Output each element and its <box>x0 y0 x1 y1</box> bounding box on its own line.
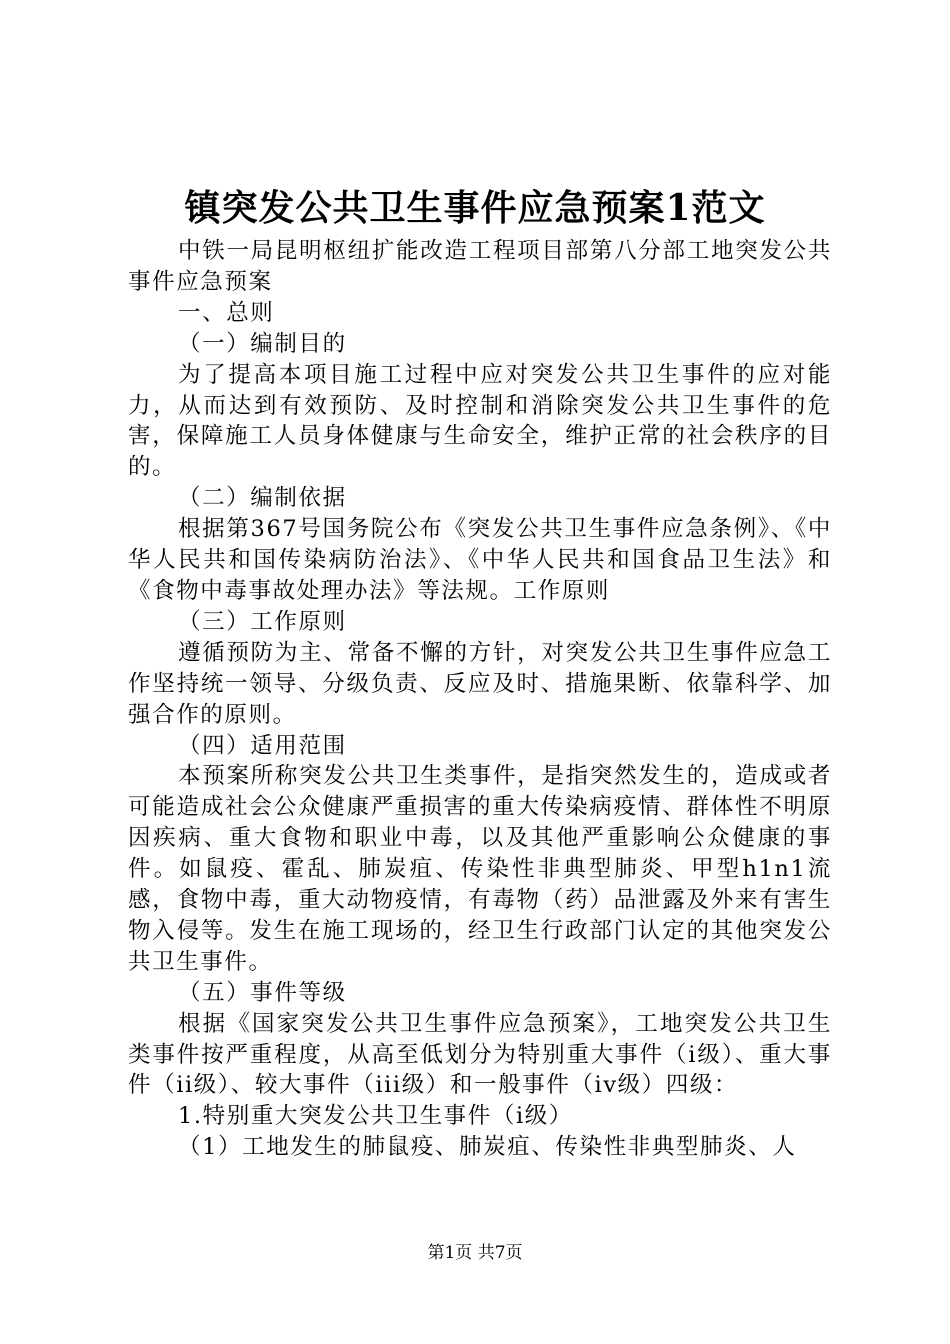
document-title: 镇突发公共卫生事件应急预案1范文 <box>184 187 766 229</box>
subsection-heading-levels: （五）事件等级 <box>178 979 347 1006</box>
basis-paragraph: 根据第367号国务院公布《突发公共卫生事件应急条例》、《中华人民共和国传染病防治法》、《中华人民共和国食品卫生法》和《食物中毒事故处理办法》等法规。工作原则 <box>128 516 832 604</box>
purpose-paragraph: 为了提高本项目施工过程中应对突发公共卫生事件的应对能力，从而达到有效预防、及时控制和消除突发公共卫生事件的危害，保障施工人员身体健康与生命安全，维护正常的社会秩序的目的。 <box>128 361 832 481</box>
levels-paragraph: 根据《国家突发公共卫生事件应急预案》，工地突发公共卫生类事件按严重程度，从高至低划分为特别重大事件（i级）、重大事件（ii级）、较大事件（iii级）和一般事件（iv级）四级： <box>128 1010 832 1099</box>
page-footer: 第1页 共7页 <box>427 1243 523 1263</box>
subsection-heading-purpose: （一）编制目的 <box>178 330 347 357</box>
scope-paragraph: 本预案所称突发公共卫生类事件，是指突然发生的，造成或者可能造成社会公众健康严重损害的重大传染病疫情、群体性不明原因疾病、重大食物和职业中毒，以及其他严重影响公众健康的事件。如鼠疫、霍乱、肺炭疽、传染性非典型肺炎、甲型h1n1流感，食物中毒，重大动物疫情，有毒物（药）品泄露及外来有害生物入侵等。发生在施工现场的，经卫生行政部门认定的其他突发公共卫生事件。 <box>128 763 832 975</box>
intro-paragraph: 中铁一局昆明枢纽扩能改造工程项目部第八分部工地突发公共事件应急预案 <box>128 238 832 295</box>
document-body <box>128 236 832 1163</box>
level-1-item-1: （1）工地发生的肺鼠疫、肺炭疽、传染性非典型肺炎、人 <box>178 1134 797 1161</box>
subsection-heading-scope: （四）适用范围 <box>178 732 347 759</box>
subsection-heading-principles: （三）工作原则 <box>178 608 347 635</box>
principles-paragraph: 遵循预防为主、常备不懈的方针，对突发公共卫生事件应急工作坚持统一领导、分级负责、反应及时、措施果断、依靠科学、加强合作的原则。 <box>128 639 832 728</box>
subsection-heading-basis: （二）编制依据 <box>178 485 347 512</box>
section-heading-general: 一、总则 <box>178 299 275 326</box>
level-1-heading: 1.特别重大突发公共卫生事件（i级） <box>178 1103 573 1130</box>
